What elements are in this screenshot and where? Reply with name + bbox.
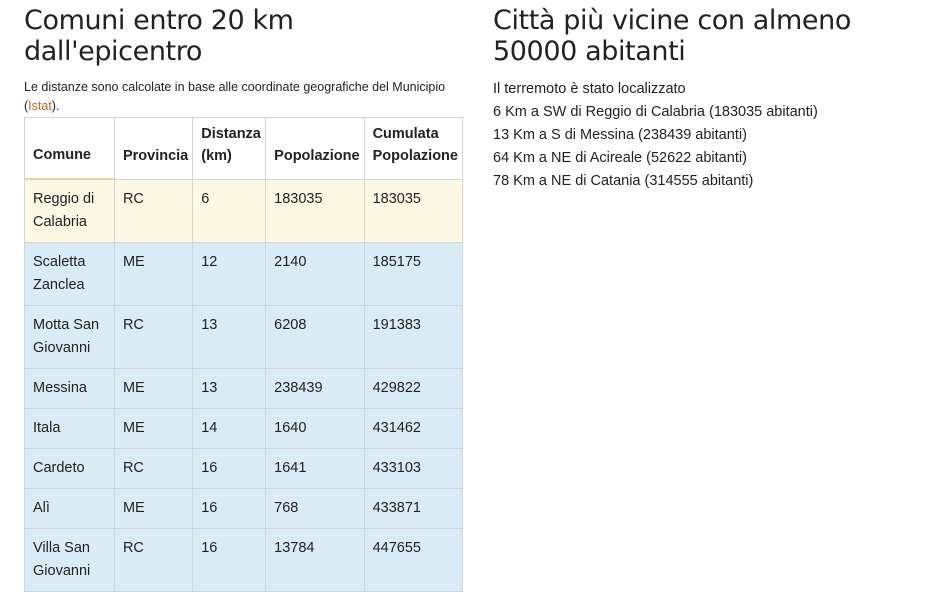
cell-provincia: ME: [114, 489, 192, 529]
cell-popolazione: 238439: [266, 369, 364, 409]
cell-distanza: 12: [193, 243, 266, 306]
table-row: [25, 409, 463, 449]
comuni-table: [24, 117, 463, 592]
table-row: [25, 306, 463, 369]
nearest-city-line: 78 Km a NE di Catania (314555 abitanti): [493, 173, 754, 189]
cell-provincia: RC: [114, 449, 192, 489]
cell-cumulata: 183035: [364, 179, 462, 243]
cell-cumulata: 431462: [364, 409, 462, 449]
cell-comune: Messina: [25, 369, 115, 409]
cell-popolazione: 768: [266, 489, 364, 529]
header-cumulata-line2: Popolazione: [372, 147, 458, 164]
location-intro: Il terremoto è stato localizzato: [493, 81, 686, 97]
cell-provincia: RC: [114, 306, 192, 369]
header-distanza-line1: Distanza: [201, 125, 261, 142]
cell-comune: Villa San Giovanni: [25, 529, 115, 592]
cell-popolazione: 1641: [266, 449, 364, 489]
cell-distanza: 13: [193, 369, 266, 409]
distance-note: [24, 78, 464, 116]
cell-popolazione: 13784: [266, 529, 364, 592]
table-header-row: [25, 118, 463, 180]
cell-cumulata: 429822: [364, 369, 462, 409]
table-row: [25, 243, 463, 306]
header-cumulata-line1: Cumulata: [372, 125, 439, 142]
note-paren-close: ).: [51, 99, 60, 113]
cell-cumulata: 191383: [364, 306, 462, 369]
cell-provincia: ME: [114, 409, 192, 449]
cell-comune: Cardeto: [25, 449, 115, 489]
cell-popolazione: 2140: [266, 243, 364, 306]
table-row: [25, 179, 463, 243]
cell-popolazione: 183035: [266, 179, 364, 243]
cell-comune: Reggio di Calabria: [25, 179, 115, 243]
header-popolazione: Popolazione: [266, 118, 364, 180]
nearest-city-line: 6 Km a SW di Reggio di Calabria (183035 abitanti): [493, 104, 818, 120]
note-paren-open: (: [24, 99, 29, 113]
cell-provincia: ME: [114, 369, 192, 409]
header-cumulata: [364, 118, 462, 180]
cell-distanza: 16: [193, 529, 266, 592]
cell-cumulata: 433103: [364, 449, 462, 489]
nearest-city-line: 13 Km a S di Messina (238439 abitanti): [493, 127, 747, 143]
nearest-cities-title: Città più vicine con almeno 50000 abitanti: [493, 5, 851, 67]
cell-cumulata: 185175: [364, 243, 462, 306]
table-row: [25, 489, 463, 529]
table-row: [25, 449, 463, 489]
header-distanza: [193, 118, 266, 180]
location-info: [493, 78, 913, 193]
cell-provincia: RC: [114, 179, 192, 243]
nearest-city-line: 64 Km a NE di Acireale (52622 abitanti): [493, 150, 747, 166]
cell-comune: Scaletta Zanclea: [25, 243, 115, 306]
cell-popolazione: 6208: [266, 306, 364, 369]
cell-provincia: ME: [114, 243, 192, 306]
table-row: [25, 369, 463, 409]
istat-link[interactable]: Istat: [28, 99, 52, 113]
cell-cumulata: 447655: [364, 529, 462, 592]
cell-distanza: 13: [193, 306, 266, 369]
table-row: [25, 529, 463, 592]
left-column: [24, 0, 464, 592]
cell-comune: Motta San Giovanni: [25, 306, 115, 369]
comuni-title: Comuni entro 20 km dall'epicentro: [24, 5, 294, 67]
header-distanza-line2: (km): [201, 147, 232, 164]
note-text: Le distanze sono calcolate in base alle coordinate geografiche del Municipio: [24, 80, 446, 94]
cell-comune: Alì: [25, 489, 115, 529]
right-column: [493, 0, 913, 193]
cell-provincia: RC: [114, 529, 192, 592]
cell-distanza: 16: [193, 449, 266, 489]
cell-comune: Itala: [25, 409, 115, 449]
cell-distanza: 14: [193, 409, 266, 449]
header-provincia: Provincia: [114, 118, 192, 180]
cell-popolazione: 1640: [266, 409, 364, 449]
cell-distanza: 16: [193, 489, 266, 529]
cell-distanza: 6: [193, 179, 266, 243]
header-comune: Comune: [25, 118, 115, 180]
cell-cumulata: 433871: [364, 489, 462, 529]
